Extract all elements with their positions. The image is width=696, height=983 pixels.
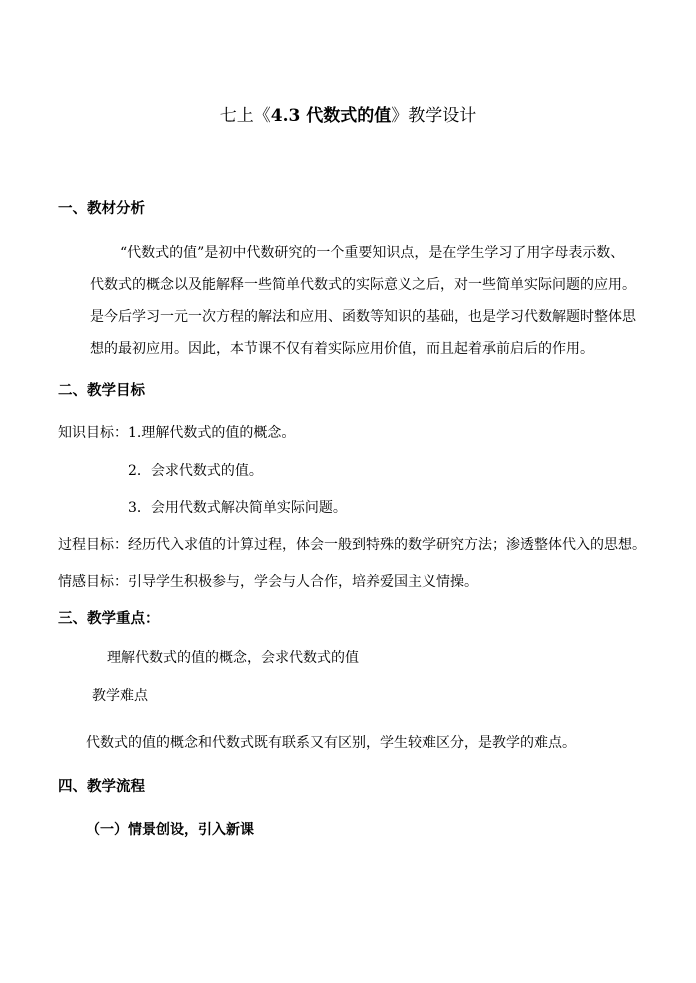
knowledge-goal-item: 3．会用代数式解决简单实际问题。: [128, 500, 347, 516]
document-title: [0, 106, 696, 126]
process-goal: 过程目标：经历代入求值的计算过程，体会一般到特殊的数学研究方法；渗透整体代入的思想。: [58, 537, 646, 553]
knowledge-goal-item: 1.理解代数式的值的概念。: [128, 425, 296, 441]
difficulty-text: 代数式的值的概念和代数式既有联系又有区别，学生较难区分，是教学的难点。: [86, 735, 576, 751]
emotion-goal: 情感目标：引导学生积极参与，学会与人合作，培养爱国主义情操。: [58, 574, 478, 590]
section-heading-3: 三、教学重点：: [58, 610, 160, 627]
paragraph-line: 代数式的概念以及能解释一些简单代数式的实际意义之后，对一些简单实际问题的应用。: [90, 277, 636, 293]
title-bold: 4.3 代数式的值: [270, 106, 392, 126]
paragraph-line: “代数式的值”是初中代数研究的一个重要知识点，是在学生学习了用字母表示数、: [120, 245, 625, 261]
knowledge-goal-label: 知识目标：: [58, 425, 128, 441]
section-heading-4: 四、教学流程: [58, 778, 145, 795]
title-suffix: 》教学设计: [391, 106, 477, 126]
paragraph-line: 是今后学习一元一次方程的解法和应用、函数等知识的基础，也是学习代数解题时整体思: [90, 309, 636, 325]
title-prefix: 七上《: [219, 106, 271, 126]
paragraph-line: 想的最初应用。因此，本节课不仅有着实际应用价值，而且起着承前启后的作用。: [90, 341, 594, 357]
knowledge-goal-1: [58, 423, 295, 443]
difficulty-heading: 教学难点: [92, 688, 148, 704]
section-heading-2: 二、教学目标: [58, 382, 145, 399]
key-point-text: 理解代数式的值的概念，会求代数式的值: [107, 650, 359, 666]
section-heading-1: 一、教材分析: [58, 200, 145, 217]
subsection-heading-1: （一）情景创设，引入新课: [86, 822, 254, 838]
knowledge-goal-item: 2．会求代数式的值。: [128, 463, 263, 479]
